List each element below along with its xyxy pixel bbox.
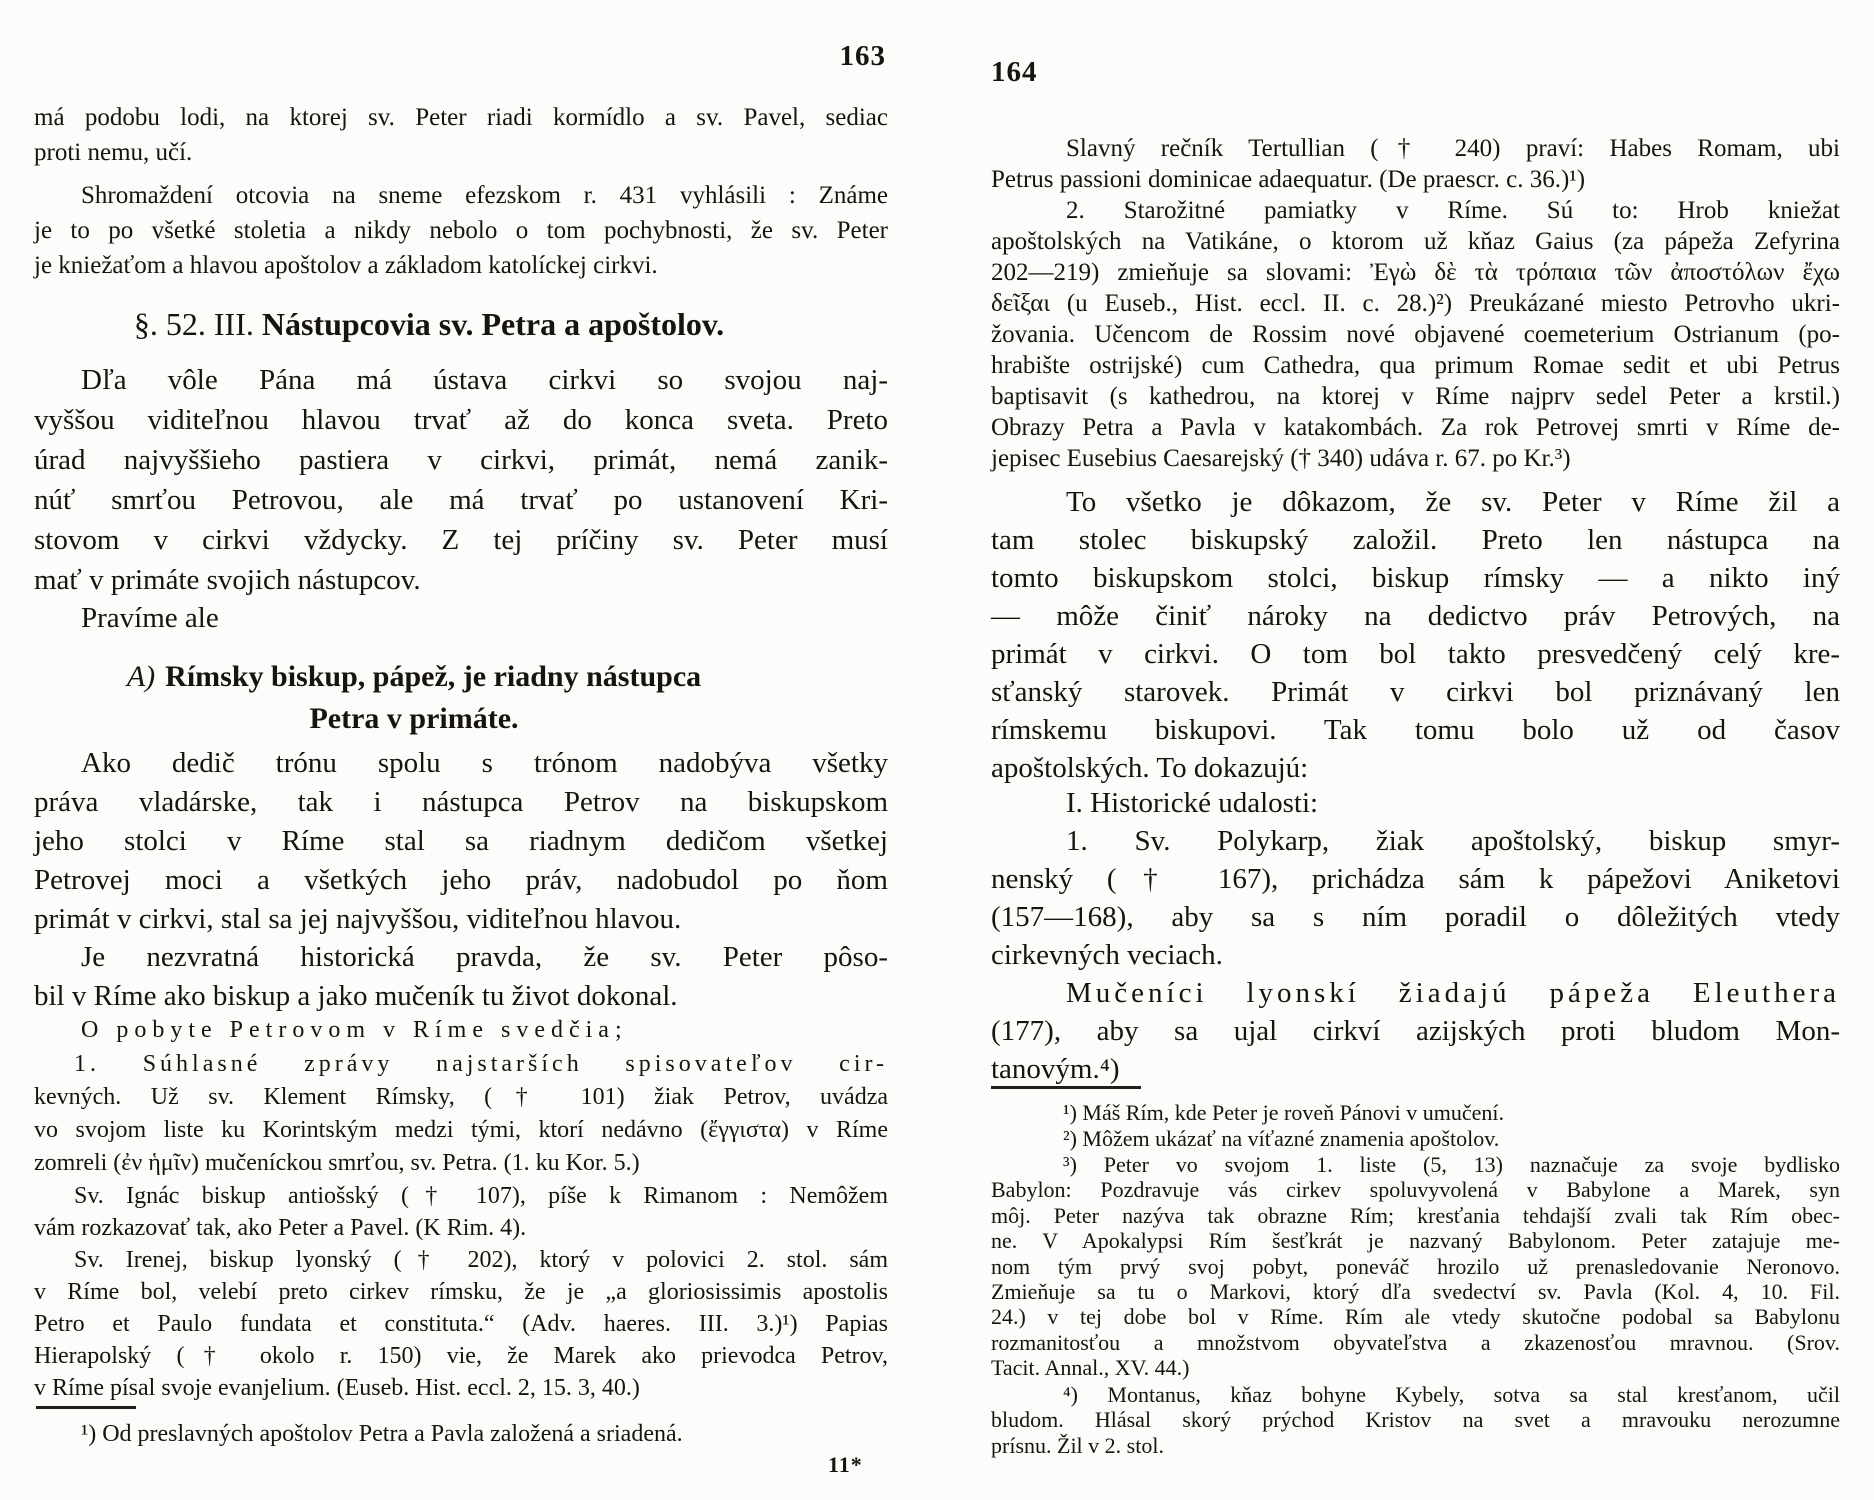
paragraph	[34, 360, 888, 600]
text-line: ³) Peter vo svojom 1. liste (5, 13) naznačuje za svoje bydlisko	[1063, 1152, 1840, 1177]
text-line: je to po všetké stoletia a nikdy nebolo o tom pochybnosti, že sv. Peter	[34, 217, 888, 244]
text-line: ne. V Apokalypsi Rím šesťkrát je nazvaný Babylonom. Peter zatajuje me-	[991, 1228, 1840, 1254]
section-heading-line	[34, 304, 824, 344]
text-line: vo svojom liste ku Korintským medzi tými, ktorí nedávno (ἔγγιστα) v Ríme	[34, 1117, 888, 1143]
text-line: Zmieňuje sa tu o Markovi, ktorý dľa svedectví sv. Pavla (Kol. 4, 10. Fil.	[991, 1279, 1840, 1305]
text-line: jepisec Eusebius Caesarejský († 340) udáva r. 67. po Kr.³)	[991, 445, 1571, 472]
text-line: Petro et Paulo fundata et constituta.“ (Adv. haeres. III. 3.)¹) Papias	[34, 1311, 888, 1337]
text-line: v Ríme bol, velebí preto cirkev rímsku, že je „a gloriosissimis apostolis	[34, 1279, 888, 1305]
page-left	[34, 0, 888, 1500]
signature-mark: 11*	[828, 1452, 863, 1477]
text-line: apoštolských na Vatikáne, o ktorom už kňaz Gaius (za pápeža Zefyrina	[991, 228, 1840, 255]
paragraph	[991, 483, 1840, 787]
text-line: 2. Starožitné pamiatky v Ríme. Sú to: Hrob kniežat	[1066, 197, 1840, 224]
text-line: tanovým.⁴)	[991, 1053, 1120, 1085]
list-item	[34, 1244, 888, 1404]
text-line: jeho stolci v Ríme stal sa riadnym dedičom všetkej	[34, 825, 888, 857]
text-line: kevných. Už sv. Klement Rímsky, († 101) žiak Petrov, uvádza	[34, 1084, 888, 1110]
text-line: má podobu lodi, na ktorej sv. Peter riadi kormídlo a sv. Pavel, sediac	[34, 104, 888, 131]
text-line: I. Historické udalosti:	[1066, 787, 1319, 819]
text-line: (177), aby sa ujal cirkví azijských proti bludom Mon-	[991, 1015, 1840, 1047]
paragraph	[34, 744, 888, 939]
text-line: Mučeníci lyonskí žiadajú pápeža Eleuthera	[1066, 977, 1840, 1009]
footnote-separator	[36, 1406, 136, 1409]
text-line: Tacit. Annal., XV. 44.)	[991, 1355, 1190, 1381]
footnote	[991, 1100, 1840, 1125]
subsection-title-line2: Petra v primáte.	[309, 702, 519, 735]
paragraph	[34, 938, 888, 1016]
text-line: bil v Ríme ako biskup a jako mučeník tu život dokonal.	[34, 980, 678, 1012]
text-line: zomreli (ἐν ἡμῖν) mučeníckou smrťou, sv. Petra. (1. ku Kor. 5.)	[34, 1150, 640, 1176]
page-number: 163	[839, 40, 886, 72]
text-line: baptisavit (s kathedrou, na ktorej v Ríme najprv sedel Peter a krstil.)	[991, 383, 1840, 410]
list-heading	[991, 784, 1840, 822]
text-line: ¹) Máš Rím, kde Peter je roveň Pánovi v umučení.	[1063, 1100, 1505, 1125]
text-line: 1. Sv. Polykarp, žiak apoštolský, biskup smyr-	[1066, 825, 1840, 857]
text-line: cirkevných veciach.	[991, 939, 1223, 971]
text-line: prísnu. Žil v 2. stol.	[991, 1432, 1164, 1458]
text-line: tomto biskupskom stolci, biskup rímsky — a nikto iný	[991, 562, 1840, 594]
text-line: Dľa vôle Pána má ústava cirkvi so svojou naj-	[81, 364, 888, 396]
text-line: bludom. Hlásal skorý prýchod Kristov na svet a mravouku nerozumne	[991, 1407, 1840, 1433]
text-line: primát v cirkvi. O tom bol takto presvedčený celý kre-	[991, 638, 1840, 670]
text-line: Shromaždení otcovia na sneme efezskom r. 431 vyhlásili : Známe	[81, 182, 888, 209]
footnote	[34, 1418, 888, 1451]
text-line: — môže činiť nároky na dedictvo práv Petrových, na	[991, 600, 1840, 632]
text-line: ¹) Od preslavných apoštolov Petra a Pavla založená a sriadená.	[81, 1421, 683, 1447]
text-line: žovania. Učencom de Rossim nové objavené coemeterium Ostrianum (po-	[991, 321, 1840, 348]
text-line: Obrazy Petra a Pavla v katakombách. Za rok Petrovej smrti v Ríme de-	[991, 414, 1840, 441]
text-line: proti nemu, učí.	[34, 139, 193, 166]
subsection-heading-line	[34, 656, 794, 698]
text-line: 24.) v tej dobe bol v Ríme. Rím ale vtedy skutočne podobal sa Babylonu	[991, 1304, 1840, 1330]
footnote	[991, 1382, 1840, 1458]
list-item	[34, 1180, 888, 1244]
section-number: §. 52. III.	[133, 306, 254, 342]
text-line: je kniežaťom a hlavou apoštolov a základom katolíckej cirkvi.	[34, 252, 658, 279]
text-line: mať v primáte svojich nástupcov.	[34, 564, 421, 596]
text-line: Petrus passioni dominicae adaequatur. (De praescr. c. 36.)¹)	[991, 166, 1586, 193]
subsection-heading	[34, 656, 794, 740]
text-line: Slavný rečník Tertullian († 240) praví: Habes Romam, ubi	[1066, 135, 1840, 162]
text-line: vám rozkazovať tak, ako Peter a Pavel. (K Rim. 4).	[34, 1215, 527, 1241]
text-line: (157—168), aby sa s ním poradil o dôležitých vtedy	[991, 901, 1840, 933]
footnote	[991, 1126, 1840, 1151]
text-line: v Ríme písal svoje evanjelium. (Euseb. Hist. eccl. 2, 15. 3, 40.)	[34, 1375, 640, 1401]
text-line: Sv. Irenej, biskup lyonský († 202), ktorý v polovici 2. stol. sám	[74, 1247, 888, 1273]
text-line: Hierapolský († okolo r. 150) vie, že Marek ako prievodca Petrov,	[34, 1343, 888, 1369]
text-line: môj. Peter nazýva tak obrazne Rím; kresťania tehdajší zvali tak Rím obec-	[991, 1202, 1840, 1228]
text-line: ⁴) Montanus, kňaz bohyne Kybely, sotva sa stal kresťanom, učil	[1063, 1382, 1840, 1407]
paragraph	[34, 178, 888, 283]
list-item	[34, 1048, 888, 1180]
text-line: ²) Môžem ukázať na víťazné znamenia apoštolov.	[1063, 1126, 1500, 1151]
text-line: hrabište ostrijské) cum Cathedra, qua primum Romae sedit et ubi Petrus	[991, 352, 1840, 379]
text-line: 202—219) zmieňuje sa slovami: Ἐγὼ δὲ τὰ τρόπαια τῶν ἀποστόλων ἔχω	[991, 259, 1840, 286]
text-line: stovom v cirkvi vždycky. Z tej príčiny sv. Peter musí	[34, 524, 888, 556]
text-line: úrad najvyššieho pastiera v cirkvi, primát, nemá zanik-	[34, 444, 888, 476]
paragraph-continuation	[34, 100, 888, 170]
subsection-title-line1: Rímsky biskup, pápež, je riadny nástupca	[165, 660, 702, 693]
text-line: nenský († 167), prichádza sám k pápežovi Aniketovi	[991, 863, 1840, 895]
page-number: 164	[991, 56, 1038, 88]
text-line: nom tým prvý svoj pobyt, poneváč hrozilo už prenasledovanie Neronovo.	[991, 1253, 1840, 1279]
text-line: 1. Súhlasné zprávy najstarších spisovateľov cir-	[74, 1051, 888, 1077]
paragraph	[991, 195, 1840, 474]
text-line: δεῖξαι (u Euseb., Hist. eccl. II. c. 28.)²) Preukázané miesto Petrovho ukri-	[991, 290, 1840, 317]
text-line: práva vladárske, tak i nástupca Petrov na biskupskom	[34, 786, 888, 818]
paragraph	[991, 974, 1840, 1088]
text-line: Ako dedič trónu spolu s trónom nadobýva všetky	[81, 747, 888, 779]
text-line: tam stolec biskupský založil. Preto len nástupca na	[991, 524, 1840, 556]
paragraph	[991, 133, 1840, 195]
text-line: primát v cirkvi, stal sa jej najvyššou, viditeľnou hlavou.	[34, 903, 682, 935]
text-line: rímskemu biskupovi. Tak tomu bolo už od časov	[991, 714, 1840, 746]
text-line: apoštolských. To dokazujú:	[991, 752, 1309, 784]
footnote	[991, 1152, 1840, 1381]
section-heading	[34, 304, 824, 344]
text-line: Pravíme ale	[81, 602, 219, 634]
paragraph	[991, 822, 1840, 974]
footnote-separator	[991, 1086, 1141, 1089]
section-title: Nástupcovia sv. Petra a apoštolov.	[261, 306, 725, 342]
text-line: vyššou viditeľnou hlavou trvať až do konca sveta. Preto	[34, 404, 888, 436]
text-line: rozmanitosťou a množstvom obyvateľstva a zkazenosťou mravnou. (Srov.	[991, 1329, 1840, 1355]
spaced-lead-line	[34, 1014, 888, 1047]
text-line: Sv. Ignác biskup antiošský († 107), píše k Rimanom : Nemôžem	[74, 1183, 888, 1209]
text-line: núť smrťou Petrovou, ale má trvať po ustanovení Kri-	[34, 484, 888, 516]
subsection-letter: A)	[126, 660, 156, 693]
text-line: Petrovej moci a všetkých jeho práv, nadobudol po ňom	[34, 864, 888, 896]
text-line: Babylon: Pozdravuje vás cirkev spoluvyvolená v Babylone a Marek, syn	[991, 1177, 1840, 1203]
page-right	[991, 0, 1840, 1500]
text-line: Je nezvratná historická pravda, že sv. Peter pôso-	[81, 941, 888, 973]
text-line: To všetko je dôkazom, že sv. Peter v Ríme žil a	[1066, 486, 1840, 518]
paragraph	[34, 598, 888, 638]
text-line: O pobyte Petrovom v Ríme svedčia;	[81, 1017, 628, 1043]
text-line: sťanský starovek. Primát v cirkvi bol priznávaný len	[991, 676, 1840, 708]
